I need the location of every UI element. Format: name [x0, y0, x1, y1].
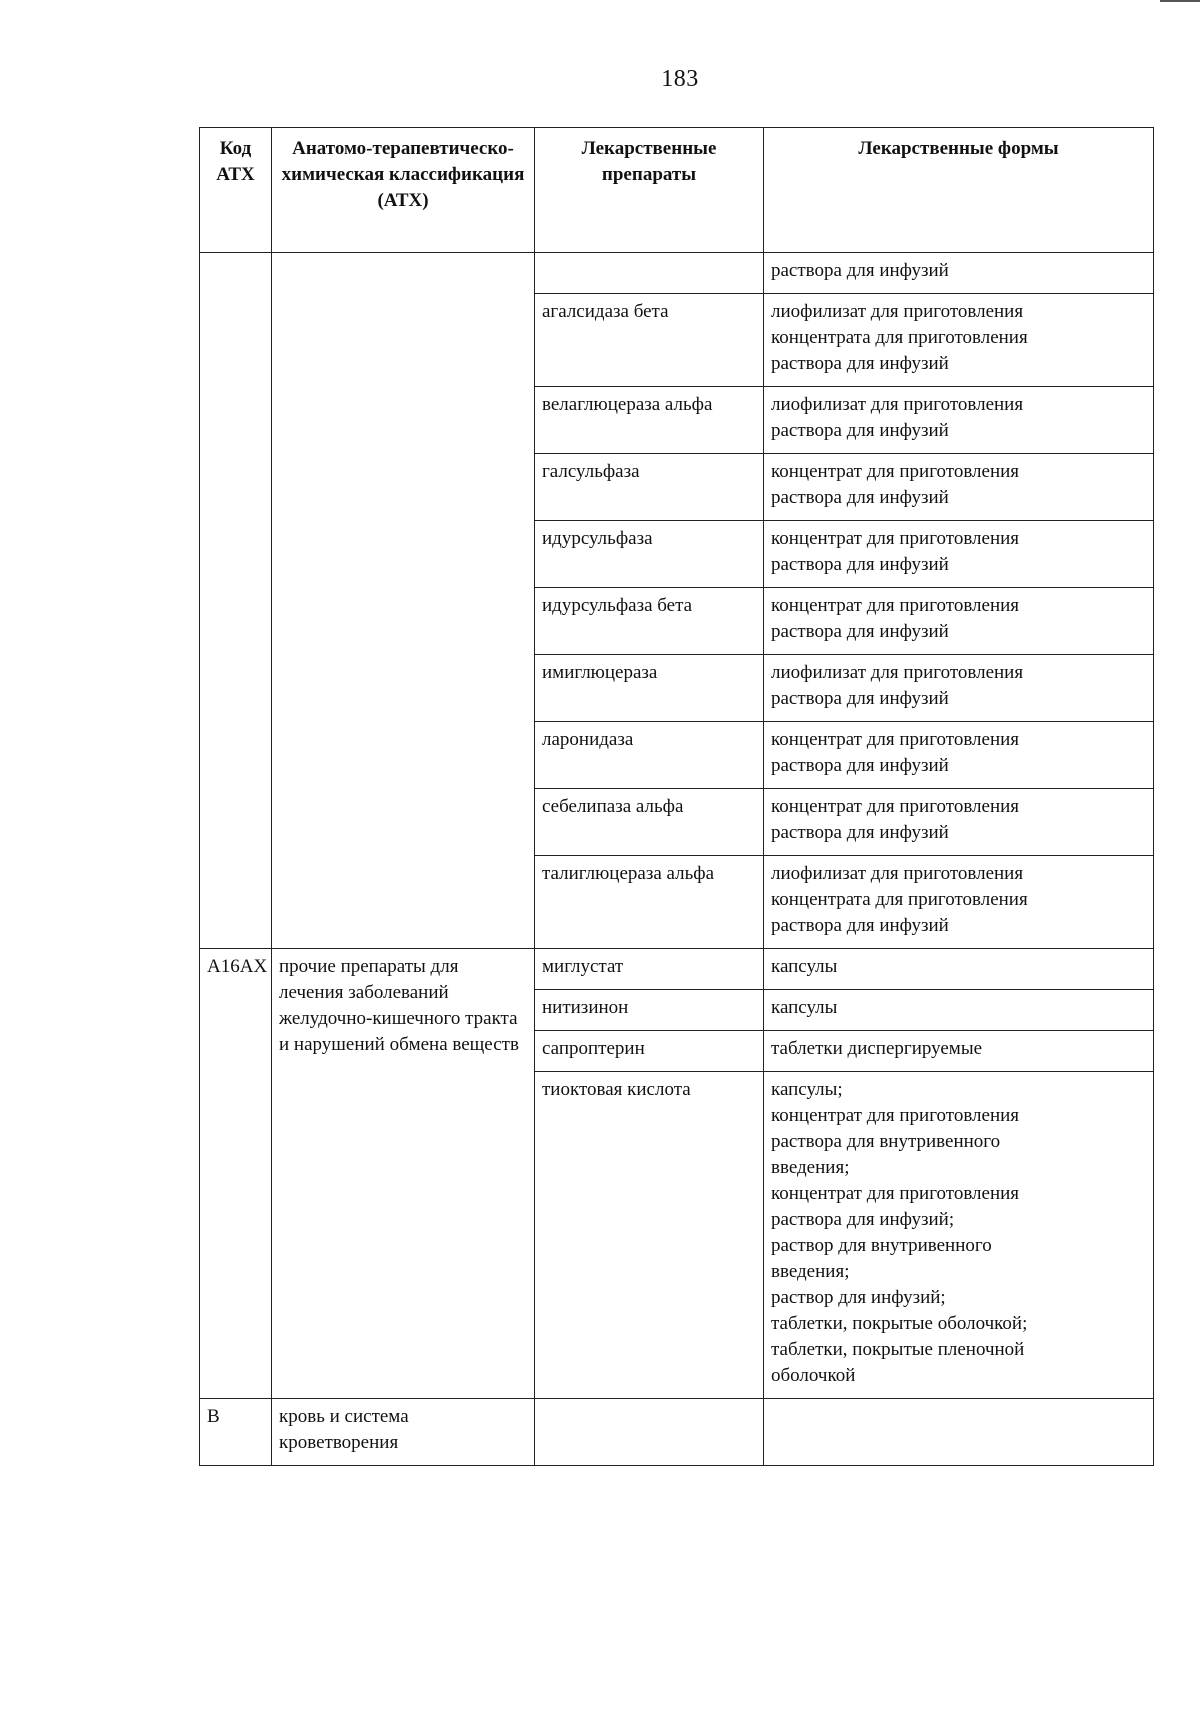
form-line: оболочкой	[771, 1365, 856, 1386]
form-line: раствора для инфузий	[771, 353, 949, 374]
form-line: капсулы	[771, 997, 838, 1018]
drug-cell: идурсульфаза	[535, 521, 764, 588]
header-drugs: Лекарственные препараты	[535, 128, 764, 253]
classification-cell: прочие препараты для лечения заболеваний желудочно-кишечного тракта и нарушений обмена веществ	[272, 949, 535, 1399]
form-line: лиофилизат для приготовления	[771, 301, 1024, 322]
drug-cell: сапроптерин	[535, 1031, 764, 1072]
forms-cell	[764, 990, 1154, 1031]
forms-cell	[764, 588, 1154, 655]
forms-cell	[764, 521, 1154, 588]
forms-cell	[764, 387, 1154, 454]
drug-cell: галсульфаза	[535, 454, 764, 521]
form-line: раствора для инфузий	[771, 487, 949, 508]
forms-cell	[764, 655, 1154, 722]
drug-cell	[535, 253, 764, 294]
drug-cell: велаглюцераза альфа	[535, 387, 764, 454]
table-row	[200, 1399, 1154, 1466]
form-line: таблетки диспергируемые	[771, 1038, 983, 1059]
form-line: лиофилизат для приготовления	[771, 394, 1024, 415]
table-body	[200, 253, 1154, 1466]
header-row	[200, 128, 1154, 253]
form-line: раствора для инфузий	[771, 915, 949, 936]
form-line: концентрат для приготовления	[771, 729, 1020, 750]
form-line: концентрат для приготовления	[771, 595, 1020, 616]
form-line: раствора для инфузий	[771, 688, 949, 709]
form-line: раствор для инфузий;	[771, 1287, 946, 1308]
form-line: раствора для инфузий	[771, 260, 949, 281]
corner-mark	[1160, 0, 1200, 2]
drug-cell: себелипаза альфа	[535, 789, 764, 856]
code-cell: B	[200, 1399, 272, 1466]
form-line: лиофилизат для приготовления	[771, 662, 1024, 683]
code-cell: A16AX	[200, 949, 272, 1399]
form-line: концентрат для приготовления	[771, 796, 1020, 817]
drug-cell: имиглюцераза	[535, 655, 764, 722]
table-row	[200, 253, 1154, 294]
header-code: Код АТХ	[200, 128, 272, 253]
form-line: лиофилизат для приготовления	[771, 863, 1024, 884]
forms-cell	[764, 1031, 1154, 1072]
form-line: раствора для инфузий	[771, 554, 949, 575]
classification-cell: кровь и система кроветворения	[272, 1399, 535, 1466]
drug-cell: нитизинон	[535, 990, 764, 1031]
drug-cell	[535, 1399, 764, 1466]
form-line: капсулы;	[771, 1079, 843, 1100]
classification-cell	[272, 253, 535, 949]
form-line: раствора для внутривенного	[771, 1131, 1001, 1152]
forms-cell	[764, 1399, 1154, 1466]
forms-cell	[764, 856, 1154, 949]
form-line: концентрат для приготовления	[771, 1105, 1020, 1126]
forms-cell	[764, 294, 1154, 387]
forms-cell	[764, 949, 1154, 990]
drug-cell: миглустат	[535, 949, 764, 990]
form-line: раствора для инфузий	[771, 420, 949, 441]
table-row	[200, 949, 1154, 990]
form-line: концентрата для приготовления	[771, 889, 1028, 910]
forms-cell	[764, 253, 1154, 294]
form-line: раствора для инфузий	[771, 755, 949, 776]
header-classification: Анатомо-терапевтическо-химическая классификация (АТХ)	[272, 128, 535, 253]
form-line: капсулы	[771, 956, 838, 977]
forms-cell	[764, 1072, 1154, 1399]
header-forms: Лекарственные формы	[764, 128, 1154, 253]
forms-cell	[764, 454, 1154, 521]
code-cell	[200, 253, 272, 949]
form-line: таблетки, покрытые пленочной	[771, 1339, 1025, 1360]
form-line: введения;	[771, 1261, 850, 1282]
form-line: раствора для инфузий;	[771, 1209, 955, 1230]
drug-cell: агалсидаза бета	[535, 294, 764, 387]
drug-cell: талиглюцераза альфа	[535, 856, 764, 949]
form-line: концентрат для приготовления	[771, 1183, 1020, 1204]
form-line: таблетки, покрытые оболочкой;	[771, 1313, 1028, 1334]
form-line: концентрата для приготовления	[771, 327, 1028, 348]
page-number: 183	[661, 66, 699, 92]
drug-cell: тиоктовая кислота	[535, 1072, 764, 1399]
form-line: концентрат для приготовления	[771, 528, 1020, 549]
form-line: раствора для инфузий	[771, 822, 949, 843]
forms-cell	[764, 722, 1154, 789]
form-line: концентрат для приготовления	[771, 461, 1020, 482]
form-line: введения;	[771, 1157, 850, 1178]
form-line: раствора для инфузий	[771, 621, 949, 642]
forms-cell	[764, 789, 1154, 856]
atc-table	[199, 127, 1154, 1466]
drug-cell: идурсульфаза бета	[535, 588, 764, 655]
drug-cell: ларонидаза	[535, 722, 764, 789]
form-line: раствор для внутривенного	[771, 1235, 992, 1256]
